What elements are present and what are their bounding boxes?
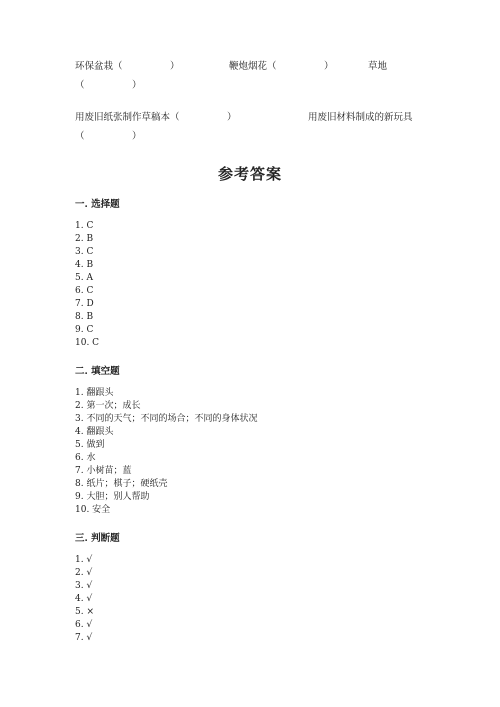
answer-item: 3. √ xyxy=(75,581,93,591)
answer-item: 8. 纸片；棋子；硬纸壳 xyxy=(75,479,168,489)
answer-item: 8. B xyxy=(75,312,94,322)
item-new-toy: 用废旧材料制成的新玩具 xyxy=(308,112,413,123)
answer-item: 1. C xyxy=(75,221,94,231)
item-new-toy-paren: （ ） xyxy=(75,131,142,142)
answer-item: 7. D xyxy=(75,299,94,309)
answer-item: 7. √ xyxy=(75,633,93,643)
answer-item: 9. C xyxy=(75,325,94,335)
section-heading-choice: 一. 选择题 xyxy=(75,199,120,210)
answer-item: 3. 不同的天气；不同的场合；不同的身体状况 xyxy=(75,414,258,424)
answer-item: 6. C xyxy=(75,286,94,296)
answer-item: 1. √ xyxy=(75,555,93,565)
answer-item: 4. √ xyxy=(75,594,93,604)
answer-item: 9. 大胆；别人帮助 xyxy=(75,492,150,502)
answer-item: 2. 第一次；成长 xyxy=(75,401,141,411)
section-heading-fill-blank: 二. 填空题 xyxy=(75,366,120,377)
item-grass-paren: （ ） xyxy=(75,80,142,91)
item-firecrackers: 鞭炮烟花（ ） xyxy=(229,61,334,72)
answer-item: 1. 翻跟头 xyxy=(75,388,114,398)
answer-title: 参考答案 xyxy=(217,165,282,183)
answer-item: 5. A xyxy=(75,273,93,283)
answer-item: 2. B xyxy=(75,234,94,244)
answer-item: 6. √ xyxy=(75,620,93,630)
answer-item: 6. 水 xyxy=(75,453,96,463)
answer-item: 10. C xyxy=(75,338,100,348)
answer-item: 3. C xyxy=(75,247,94,257)
answer-item: 7. 小树苗；蓝 xyxy=(75,466,132,476)
answer-item: 4. B xyxy=(75,260,94,270)
answer-item: 5. 做到 xyxy=(75,440,105,450)
answer-item: 2. √ xyxy=(75,568,93,578)
answer-item: 4. 翻跟头 xyxy=(75,427,114,437)
item-eco-bonsai: 环保盆栽（ ） xyxy=(75,61,180,72)
item-grass: 草地 xyxy=(368,61,388,72)
answer-item: 10. 安全 xyxy=(75,505,111,515)
section-heading-true-false: 三. 判断题 xyxy=(75,533,120,544)
item-draft-book: 用废旧纸张制作草稿本（ ） xyxy=(75,112,237,123)
answer-item: 5. × xyxy=(75,607,94,617)
